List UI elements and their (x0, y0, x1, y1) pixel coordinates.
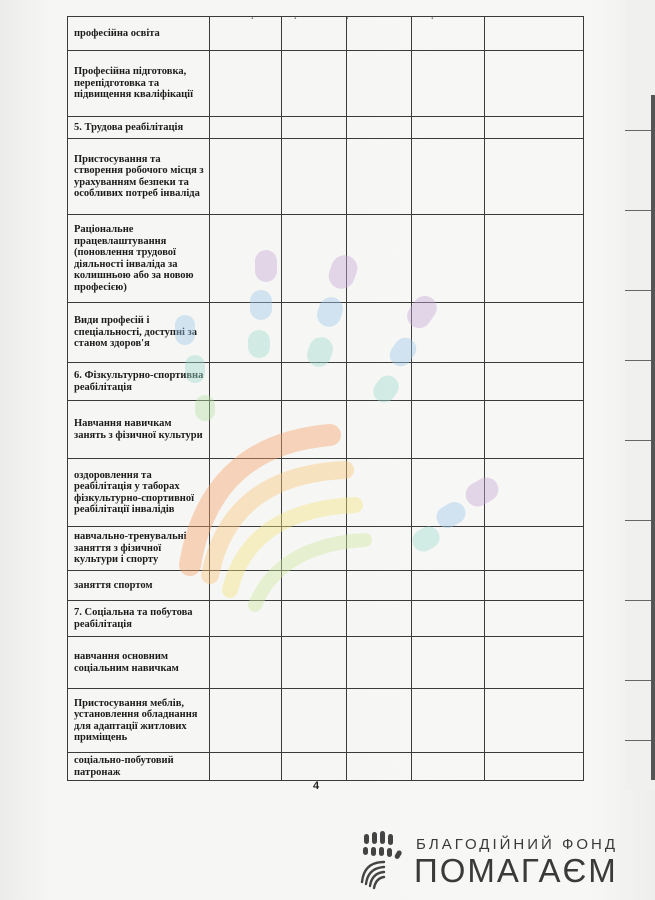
foundation-logo (358, 830, 653, 895)
row-label: Навчання навичкам занять з фізичної культури (68, 401, 210, 459)
row-label: навчально-тренувальні заняття з фізичної культури і спорту (68, 527, 210, 571)
row-label: професійна освіта (68, 17, 210, 51)
hand-icon (358, 830, 408, 890)
row-label: заняття спортом (68, 571, 210, 601)
table-row (68, 139, 584, 215)
table-row (68, 459, 584, 527)
table-row (68, 527, 584, 571)
table-row (68, 601, 584, 637)
row-label: Пристосування та створення робочого місця з урахуванням безпеки та особливих потреб інваліда (68, 139, 210, 215)
table-row (68, 363, 584, 401)
section-heading: 5. Трудова реабілітація (68, 117, 210, 139)
table-row (68, 753, 584, 781)
row-label: Професійна підготовка, перепідготовка та підвищення кваліфікації (68, 51, 210, 117)
logo-line-2: ПОМАГАЄМ (414, 852, 618, 889)
adjacent-page-border (651, 95, 655, 780)
rehabilitation-program-table (67, 16, 584, 781)
table-row (68, 689, 584, 753)
row-label: Раціональне працевлаштування (поновлення трудової діяльності інваліда за колишньою або за новою професією) (68, 215, 210, 303)
table-row (68, 571, 584, 601)
table-row (68, 117, 584, 139)
table-row (68, 51, 584, 117)
row-label: Пристосування меблів, установлення обладнання для адаптації житлових приміщень (68, 689, 210, 753)
row-label: соціально-побутовий патронаж (68, 753, 210, 781)
adjacent-page-edge (625, 0, 655, 790)
section-heading: 7. Соціальна та побутова реабілітація (68, 601, 210, 637)
row-label: оздоровлення та реабілітація у таборах фізкультурно-спортивної реабілітації інвалідів (68, 459, 210, 527)
section-heading: 6. Фізкультурно-спортивна реабілітація (68, 363, 210, 401)
table-row (68, 215, 584, 303)
table-row (68, 17, 584, 51)
row-label: навчання основним соціальним навичкам (68, 637, 210, 689)
row-label: Види професій і спеціальності, доступні за станом здоров'я (68, 303, 210, 363)
table-row (68, 401, 584, 459)
page-number: 4 (313, 780, 320, 792)
logo-line-1: БЛАГОДІЙНИЙ ФОНД (416, 836, 619, 853)
table-row (68, 637, 584, 689)
table-row (68, 303, 584, 363)
